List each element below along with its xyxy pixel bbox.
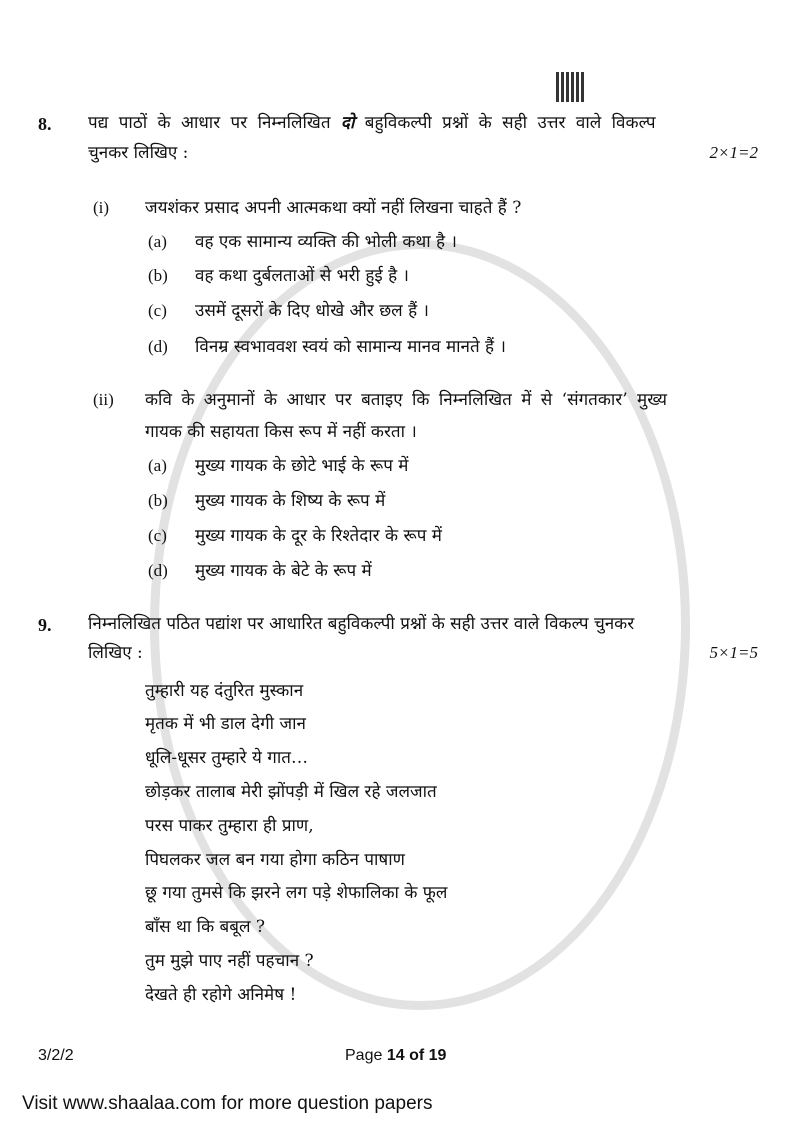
q8-ii-question-line1: कवि के अनुमानों के आधार पर बताइए कि निम्नलिखित में से ‘संगतकार’ मुख्य [145,390,668,410]
page-of: of [409,1047,425,1064]
option-label: (b) [148,491,168,510]
q8-text-line1 [88,112,656,134]
poem-line: तुम्हारी यह दंतुरित मुस्कान [145,681,304,701]
poem-line: मृतक में भी डाल देगी जान [145,714,306,734]
option-text: वह कथा दुर्बलताओं से भरी हुई है । [195,266,409,286]
visit-banner: Visit www.shaalaa.com for more question papers [22,1093,433,1114]
poem-line: छू गया तुमसे कि झरने लग पड़े शेफालिका के फूल [145,883,448,903]
q8-i-question: जयशंकर प्रसाद अपनी आत्मकथा क्यों नहीं लिखना चाहते हैं ? [145,198,522,218]
option-text: मुख्य गायक के बेटे के रूप में [195,561,372,581]
option-label: (a) [148,456,167,475]
q9-text-line2: लिखिए : [88,643,143,663]
option-text: वह एक सामान्य व्यक्ति की भोली कथा है । [195,232,457,252]
option-text: विनम्र स्वभाववश स्वयं को सामान्य मानव मानते हैं । [195,337,506,357]
option-label: (c) [148,526,167,545]
option-label: (a) [148,232,167,251]
q9-text-line1: निम्नलिखित पठित पद्यांश पर आधारित बहुविकल्पी प्रश्नों के सही उत्तर वाले विकल्प चुनकर [88,614,635,634]
q8-number: 8. [38,114,52,134]
option-label: (d) [148,561,168,580]
option-text: मुख्य गायक के दूर के रिश्तेदार के रूप में [195,526,442,546]
option-text: मुख्य गायक के छोटे भाई के रूप में [195,456,409,476]
option-label: (d) [148,337,168,356]
page-total: 19 [428,1047,447,1064]
poem-line: देखते ही रहोगे अनिमेष ! [145,985,297,1005]
q8-i-label: (i) [93,198,110,217]
q8-ii-question-line2: गायक की सहायता किस रूप में नहीं करता । [145,422,417,442]
q9-number: 9. [38,615,52,635]
page-prefix: Page [345,1047,383,1064]
poem-line: तुम मुझे पाए नहीं पहचान ? [145,951,314,971]
option-text: उसमें दूसरों के दिए धोखे और छल हैं । [195,301,429,321]
q9-marks: 5×1=5 [709,643,758,662]
poem-line: परस पाकर तुम्हारा ही प्राण, [145,816,314,836]
q8-marks: 2×1=2 [709,143,758,162]
paper-code: 3/2/2 [38,1047,74,1064]
page-indicator [345,1045,446,1067]
poem-line: छोड़कर तालाब मेरी झोंपड़ी में खिल रहे जलजात [145,782,437,802]
q8-text-line2: चुनकर लिखिए : [88,143,189,163]
page-number: 14 [386,1047,405,1064]
qr-code-icon [556,72,586,102]
option-label: (b) [148,266,168,285]
option-label: (c) [148,301,167,320]
q8-ii-label: (ii) [93,390,114,409]
poem-line: धूलि-धूसर तुम्हारे ये गात… [145,748,308,768]
poem-line: पिघलकर जल बन गया होगा कठिन पाषाण [145,850,405,870]
poem-line: बाँस था कि बबूल ? [145,917,265,937]
q8-text-a: पद्य पाठों के आधार पर निम्नलिखित [88,113,331,133]
option-text: मुख्य गायक के शिष्य के रूप में [195,491,386,511]
q8-text-b: बहुविकल्पी प्रश्नों के सही उत्तर वाले विकल्प [364,113,656,133]
q8-emphasis: दो [340,113,355,133]
